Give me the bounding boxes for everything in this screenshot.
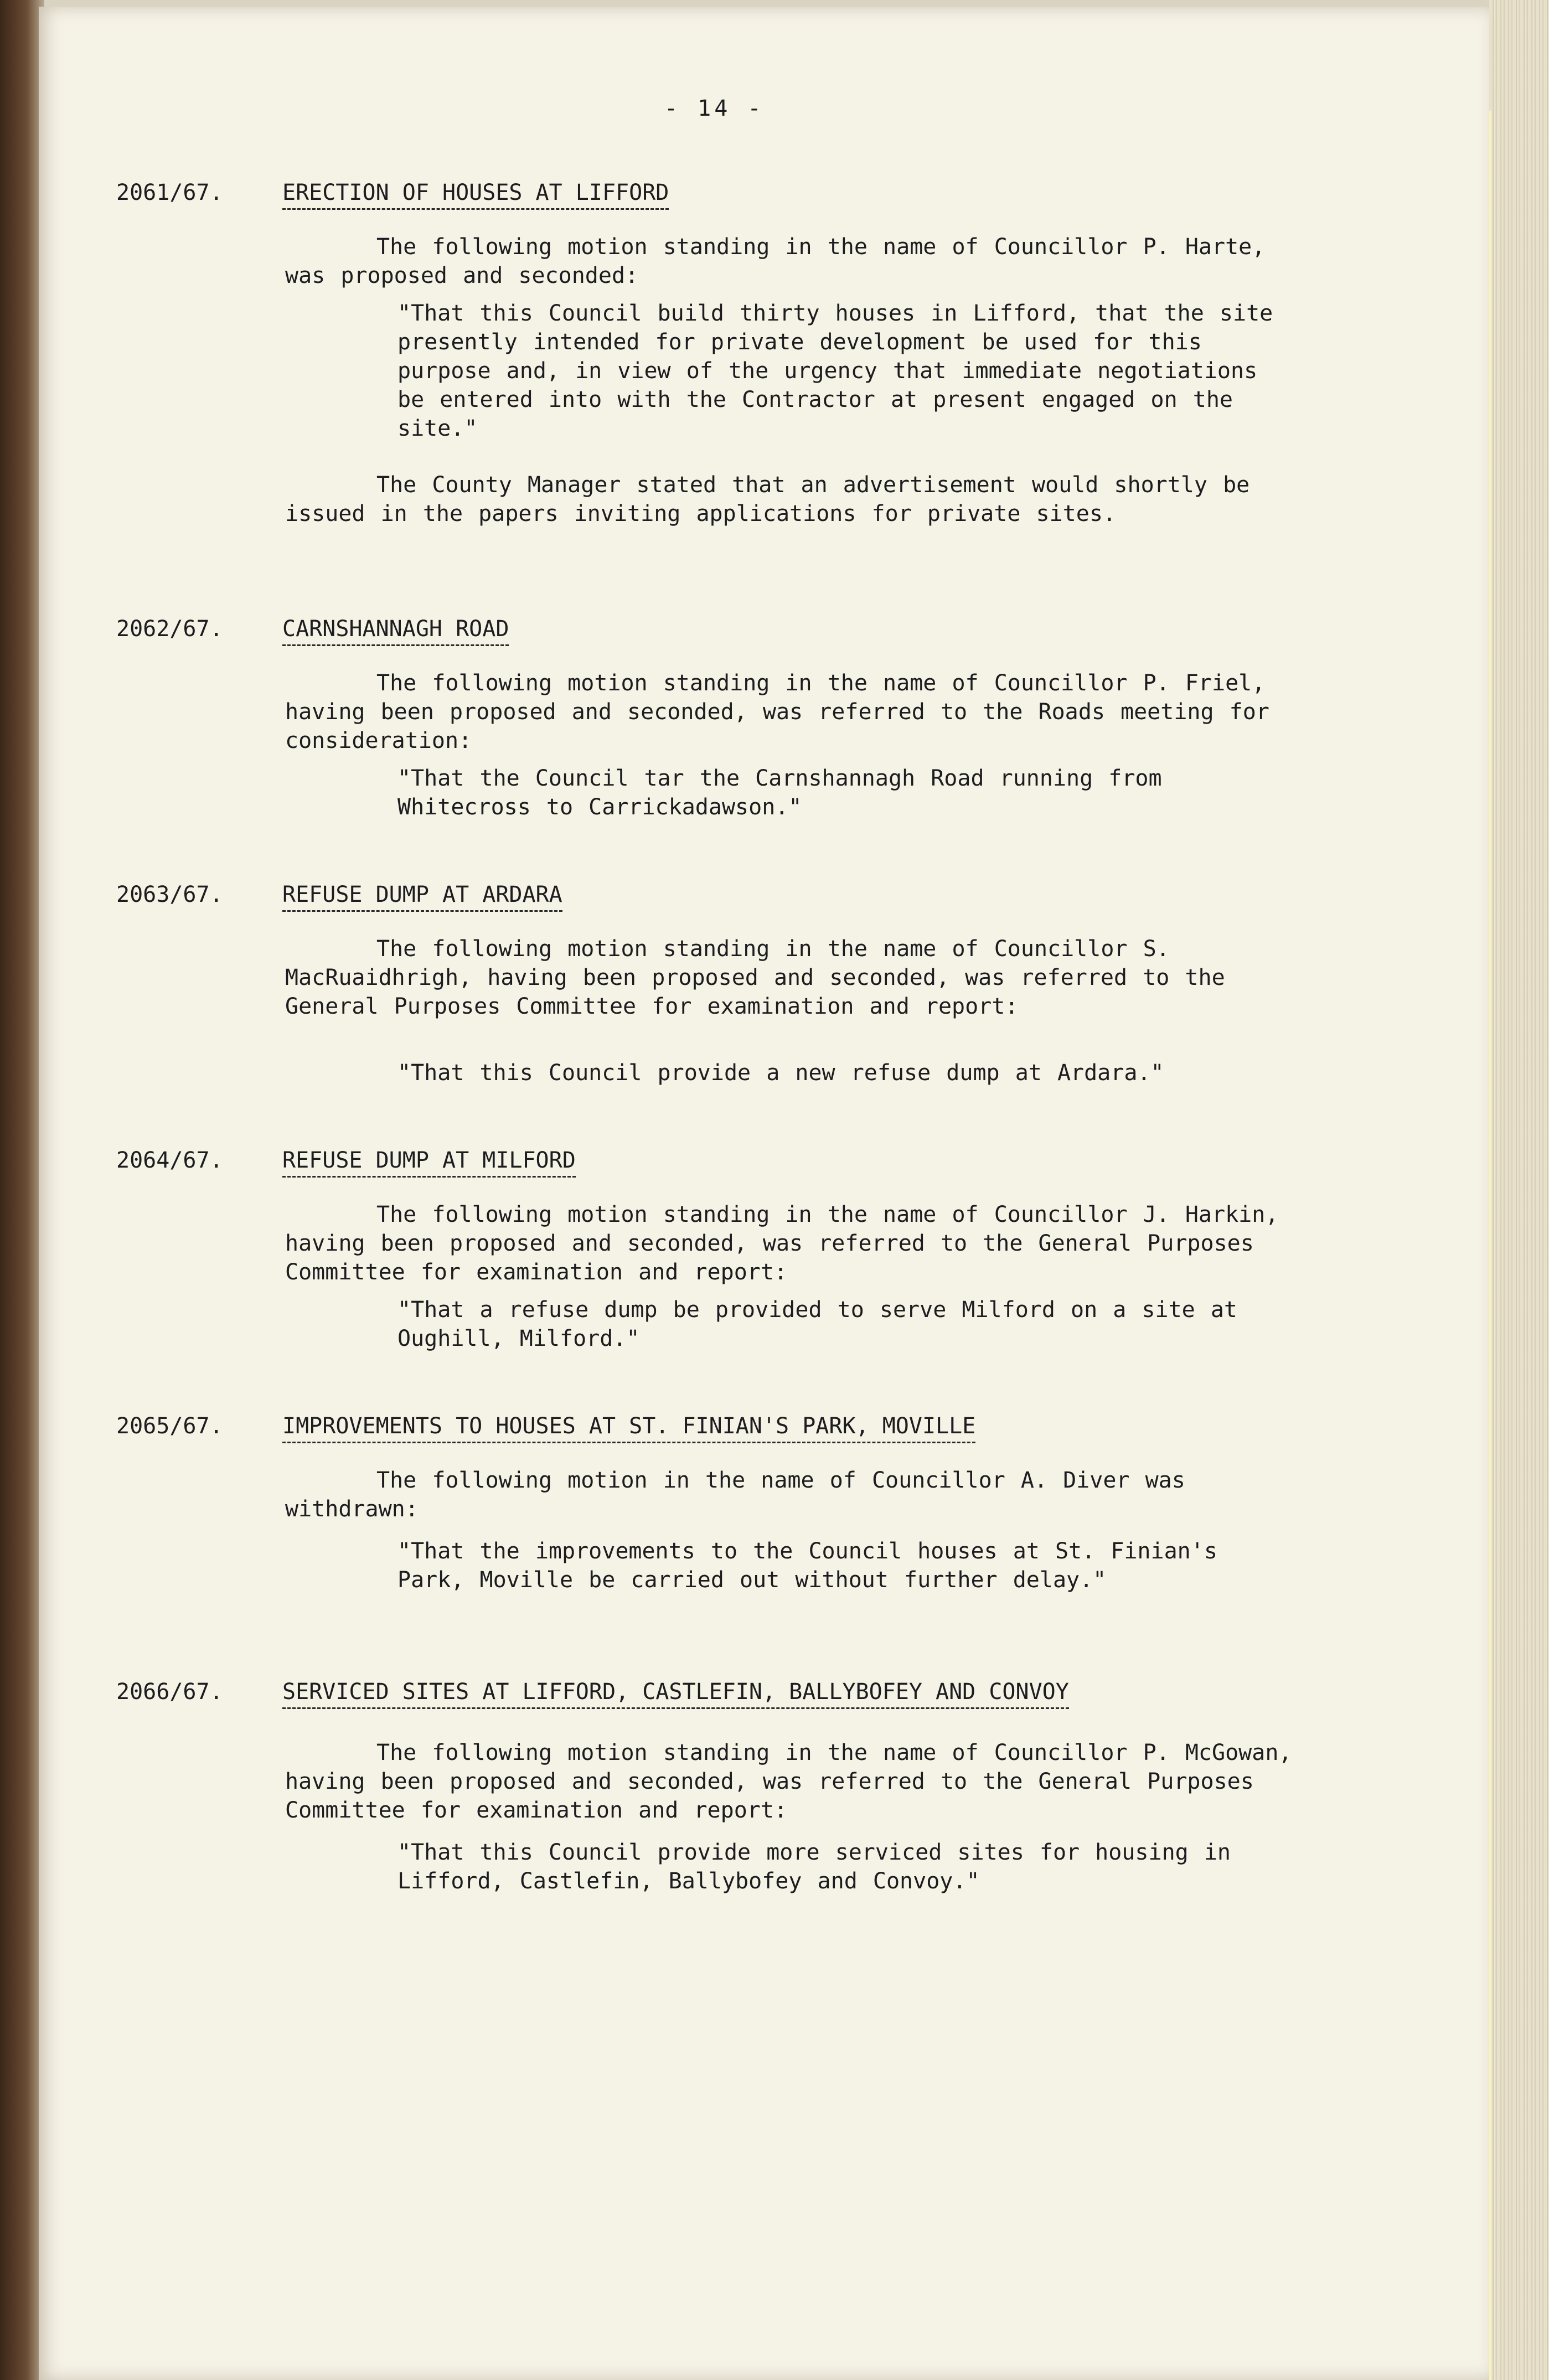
item-paragraph: The County Manager stated that an advertisement would shortly be issued in the papers inviting applications for private sites. [285,472,1250,526]
document-page [39,7,1489,2380]
page-stack-edges [1489,0,1549,2380]
item-paragraph: The following motion standing in the name of Councillor P. Harte, was proposed and seconded: [285,234,1266,288]
document-body [39,7,1478,2380]
item-heading: REFUSE DUMP AT MILFORD [282,1146,576,1178]
motion-quote: "That the improvements to the Council houses at St. Finian's Park, Moville be carried out without further delay." [397,1539,1217,1593]
motion-quote: "That this Council build thirty houses in Lifford, that the site presently intended for private development be used for this purpose and, in view of the urgency that immediate negotiations be entered into with the Contractor at present engaged on the site." [397,301,1273,441]
item-heading: SERVICED SITES AT LIFFORD, CASTLEFIN, BALLYBOFEY AND CONVOY [282,1677,1069,1709]
item-heading: REFUSE DUMP AT ARDARA [282,880,562,912]
item-paragraph: The following motion standing in the name of Councillor P. Friel, having been proposed and seconded, was referred to the Roads meeting for consideration: [285,670,1269,753]
item-paragraph: The following motion standing in the name of Councillor S. MacRuaidhrigh, having been proposed and seconded, was referred to the General Purposes Committee for examination and report: [285,936,1225,1019]
item-paragraph: The following motion in the name of Councillor A. Diver was withdrawn: [285,1468,1185,1522]
motion-quote: "That the Council tar the Carnshannagh Road running from Whitecross to Carrickadawson." [397,766,1162,820]
item-heading: ERECTION OF HOUSES AT LIFFORD [282,178,669,210]
item-heading: CARNSHANNAGH ROAD [282,615,509,646]
item-number: 2062/67. [116,616,223,642]
page-number: - 14 - [664,96,765,121]
item-paragraph: The following motion standing in the name of Councillor P. McGowan, having been proposed and seconded, was referred to the General Purposes Committee for examination and report: [285,1740,1292,1823]
item-heading: IMPROVEMENTS TO HOUSES AT ST. FINIAN'S PARK, MOVILLE [282,1412,975,1443]
motion-quote: "That this Council provide a new refuse dump at Ardara." [397,1060,1164,1086]
motion-quote: "That this Council provide more serviced sites for housing in Lifford, Castlefin, Ballybofey and Convoy." [397,1840,1231,1894]
item-number: 2061/67. [116,180,223,205]
item-number: 2063/67. [116,882,223,907]
binding-shadow [0,0,44,2380]
item-number: 2066/67. [116,1679,223,1705]
item-number: 2064/67. [116,1148,223,1173]
item-number: 2065/67. [116,1413,223,1439]
item-paragraph: The following motion standing in the name of Councillor J. Harkin, having been proposed and seconded, was referred to the General Purposes Committee for examination and report: [285,1202,1279,1285]
motion-quote: "That a refuse dump be provided to serve Milford on a site at Oughill, Milford." [397,1297,1238,1351]
